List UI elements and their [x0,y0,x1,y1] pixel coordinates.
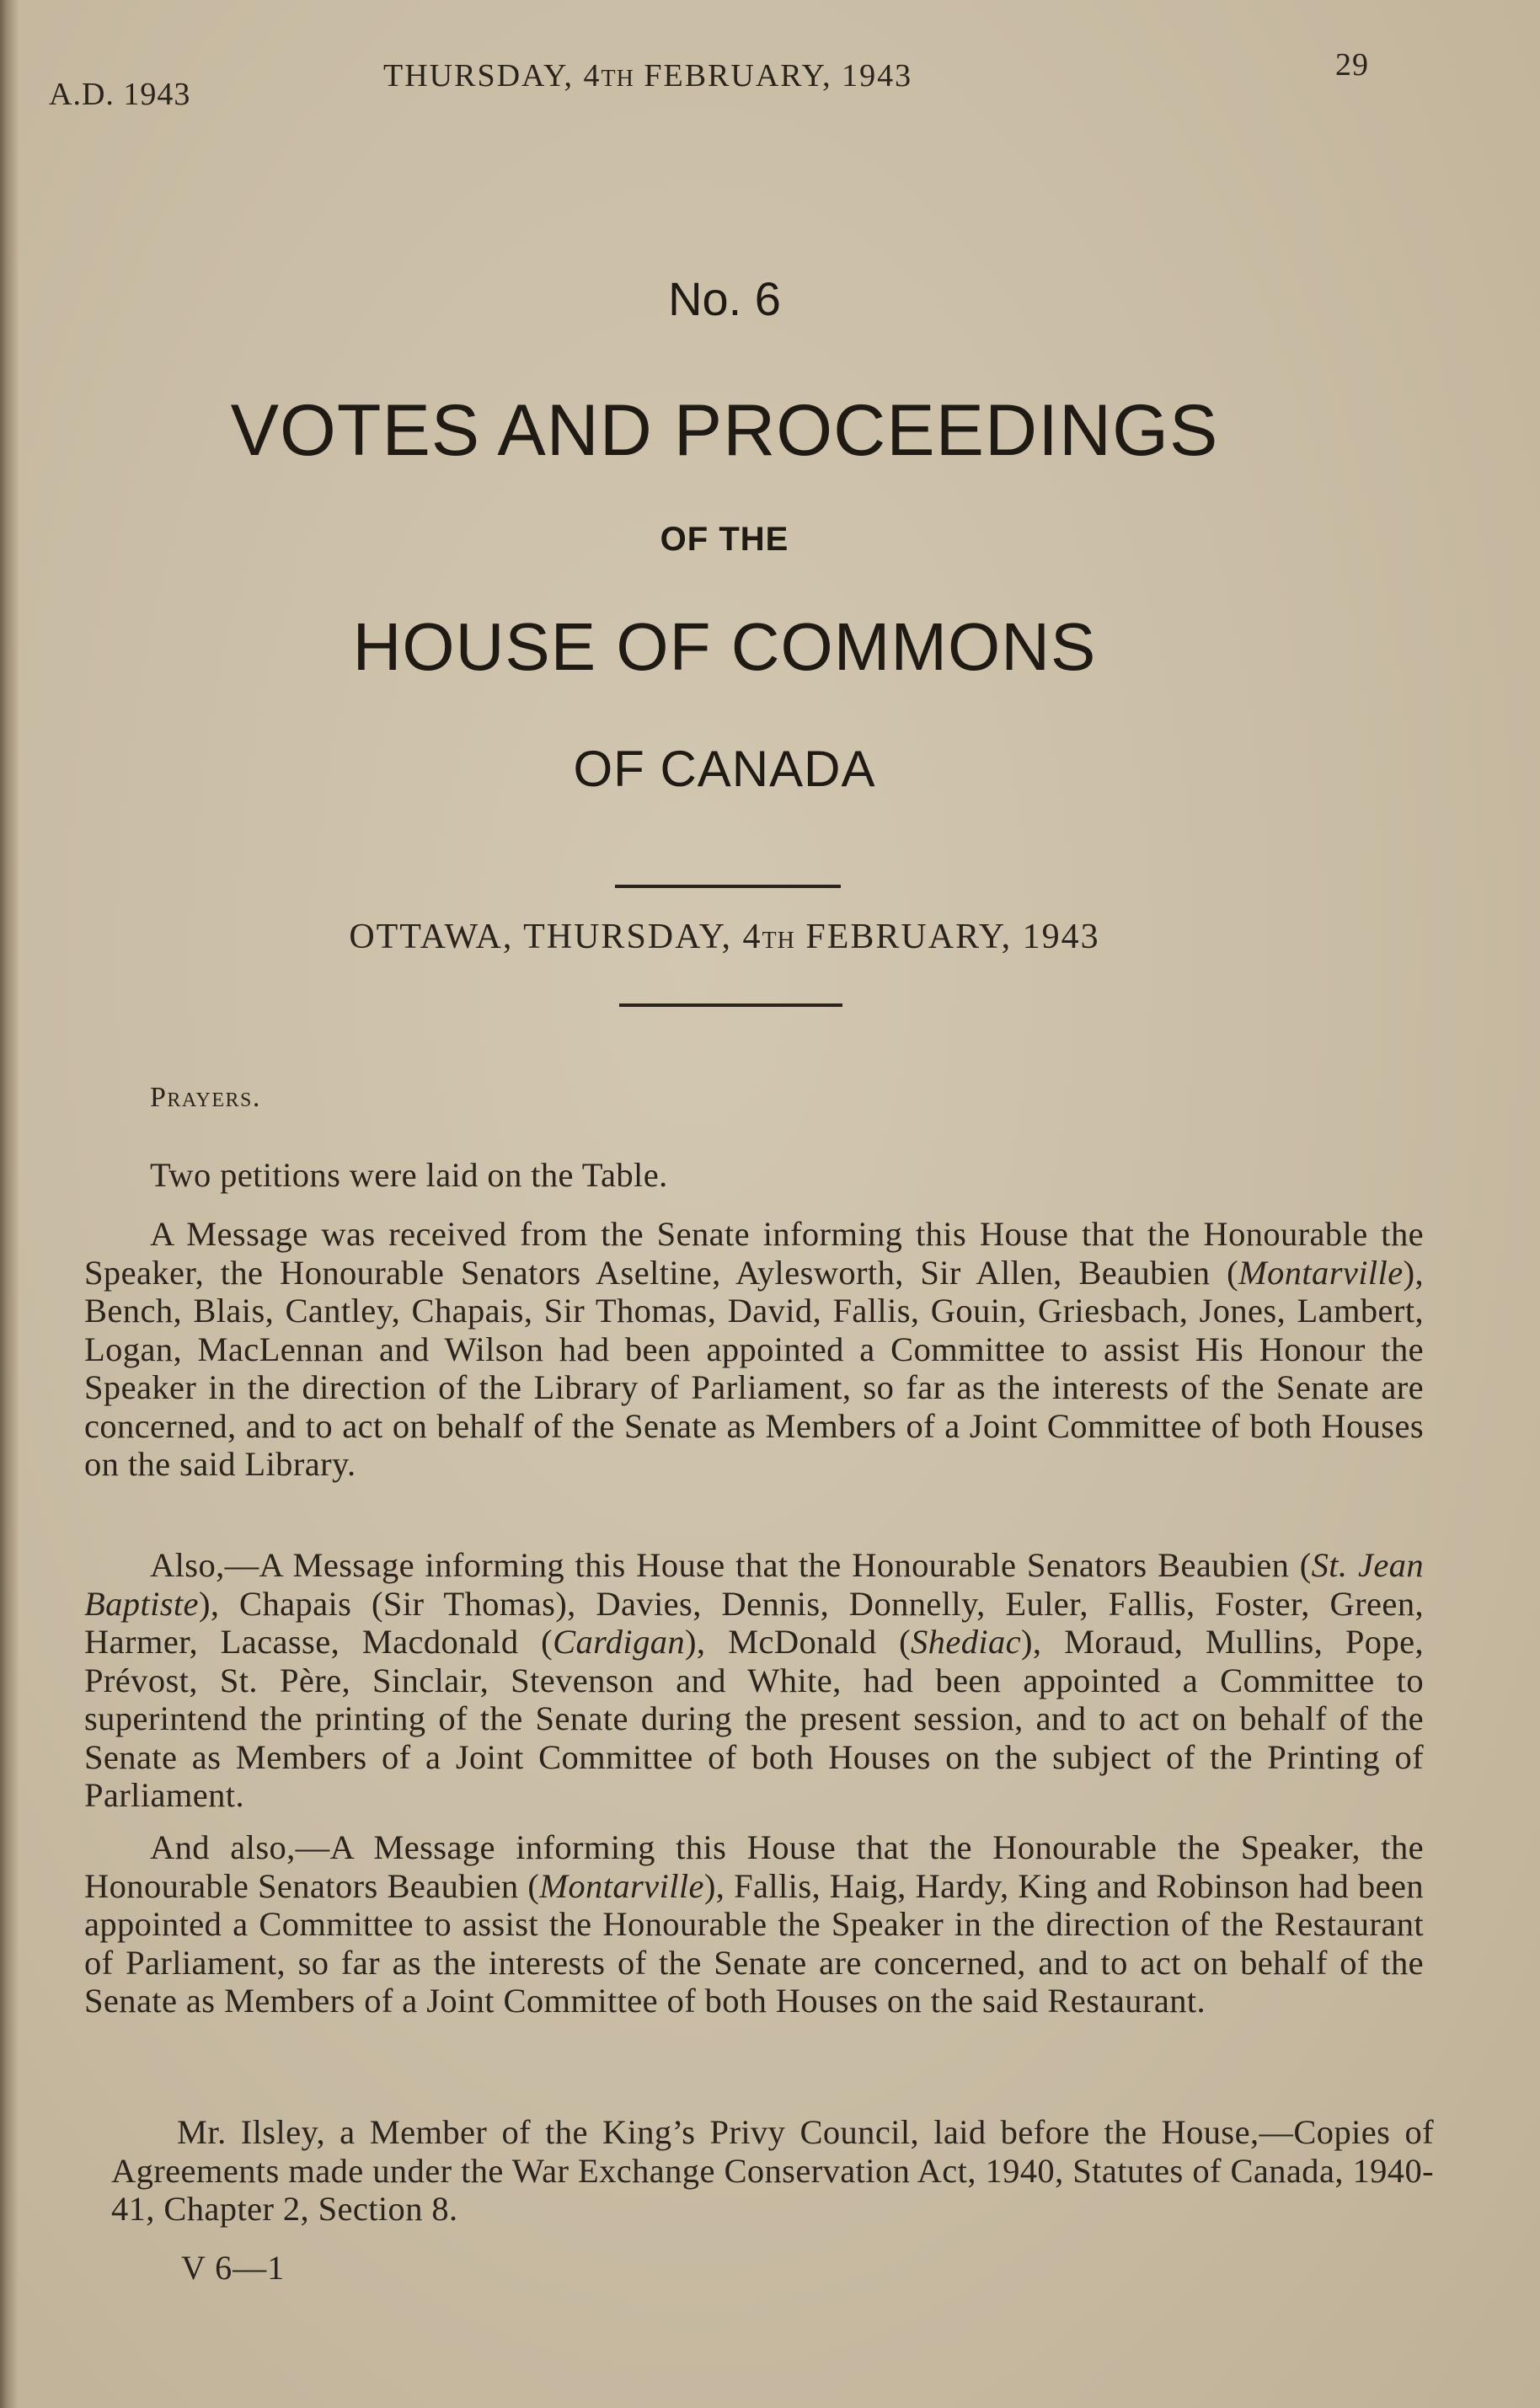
paragraph: Mr. Ilsley, a Member of the King’s Privy Council, laid before the House,—Copies of Agreements made under the War Exchange Conservation Act, 1940, Statutes of Canada, 1940-41, Chapter 2, Section 8. [111,2113,1434,2228]
dateline-sup: TH [762,928,795,954]
title-house: HOUSE OF COMMONS [352,609,1097,684]
text-run: A Message was received from the Senate informing this House that the Honourable the Speaker, the Honourable Senators Aseltine, Aylesworth, Sir Allen, Beaubien ( [84,1215,1424,1292]
dateline-prefix: OTTAWA, THURSDAY, 4 [349,918,762,956]
text-run: And also,—A Message informing this House that the Honourable the Speaker, the Honourable Senators Beaubien ( [84,1828,1424,1905]
italic-run: Cardigan [553,1623,686,1661]
header-year: A.D. 1943 [49,77,191,112]
dateline-suffix: FEBRUARY, 1943 [794,918,1100,956]
title-canada: OF CANADA [573,741,876,797]
text-run: ), Moraud, Mullins, Pope, Prévost, St. Père, Sinclair, Stevenson and White, had been appointed a Committee to superintend the printing of the Senate during the present session, and to act on behalf of the Senate as Members of a Joint Committee of both Houses on the subject of the Printing of Parliament. [84,1623,1424,1814]
senate-library-message [84,1215,1424,1484]
paragraph [84,1546,1424,1815]
italic-run: Shediac [911,1623,1022,1661]
text-run: Also,—A Message informing this House that the Honourable Senators Beaubien ( [150,1546,1312,1584]
text-run: ), Chapais (Sir Thomas), Davies, Dennis, Donnelly, Euler, Fallis, Foster, Green, Harmer, Lacasse, Macdonald ( [84,1584,1424,1661]
paragraph [84,1215,1424,1484]
ilsley-paragraph [111,2113,1434,2229]
text-run: ), Fallis, Haig, Hardy, King and Robinson had been appointed a Committee to assist the Honourable the Speaker in the direction of the Restaurant of Parliament, so far as the interests of the Senate are concerned, and to act on behalf of the Senate as Members of a Joint Committee of both Houses on the said Restaurant. [84,1866,1424,2020]
italic-run: St. Jean Baptiste [84,1546,1424,1623]
issue-number: No. 6 [668,272,781,325]
title-of-the: OF THE [660,521,789,558]
header-date-sup: TH [601,66,634,92]
text-run: ), Bench, Blais, Cantley, Chapais, Sir Thomas, David, Fallis, Gouin, Griesbach, Jones, Lambert, Logan, MacLennan and Wilson had been appointed a Committee to assist His Honour the Speaker in the direction of the Library of Parliament, so far as the interests of the Senate are concerned, and to act on behalf of the Senate as Members of a Joint Committee of both Houses on the said Library. [84,1253,1424,1483]
page-number: 29 [1335,47,1369,83]
signature-mark: V 6—1 [181,2249,286,2287]
divider-bottom [619,1003,842,1007]
paragraph [84,1828,1424,2020]
italic-run: Montarville [1238,1253,1404,1292]
binding-gutter [0,0,19,2408]
senate-restaurant-message [84,1828,1424,2020]
header-date [383,57,912,94]
dateline [0,917,1449,957]
header-date-prefix: THURSDAY, 4 [383,58,602,94]
italic-run: Montarville [539,1866,704,1905]
senate-printing-message [84,1546,1424,1815]
prayers-heading: Prayers. [150,1082,261,1113]
petitions-paragraph: Two petitions were laid on the Table. [150,1156,668,1194]
title-votes: VOTES AND PROCEEDINGS [230,390,1219,471]
divider-top [615,885,841,888]
header-date-suffix: FEBRUARY, 1943 [634,58,913,94]
text-run: ), McDonald ( [685,1623,912,1661]
